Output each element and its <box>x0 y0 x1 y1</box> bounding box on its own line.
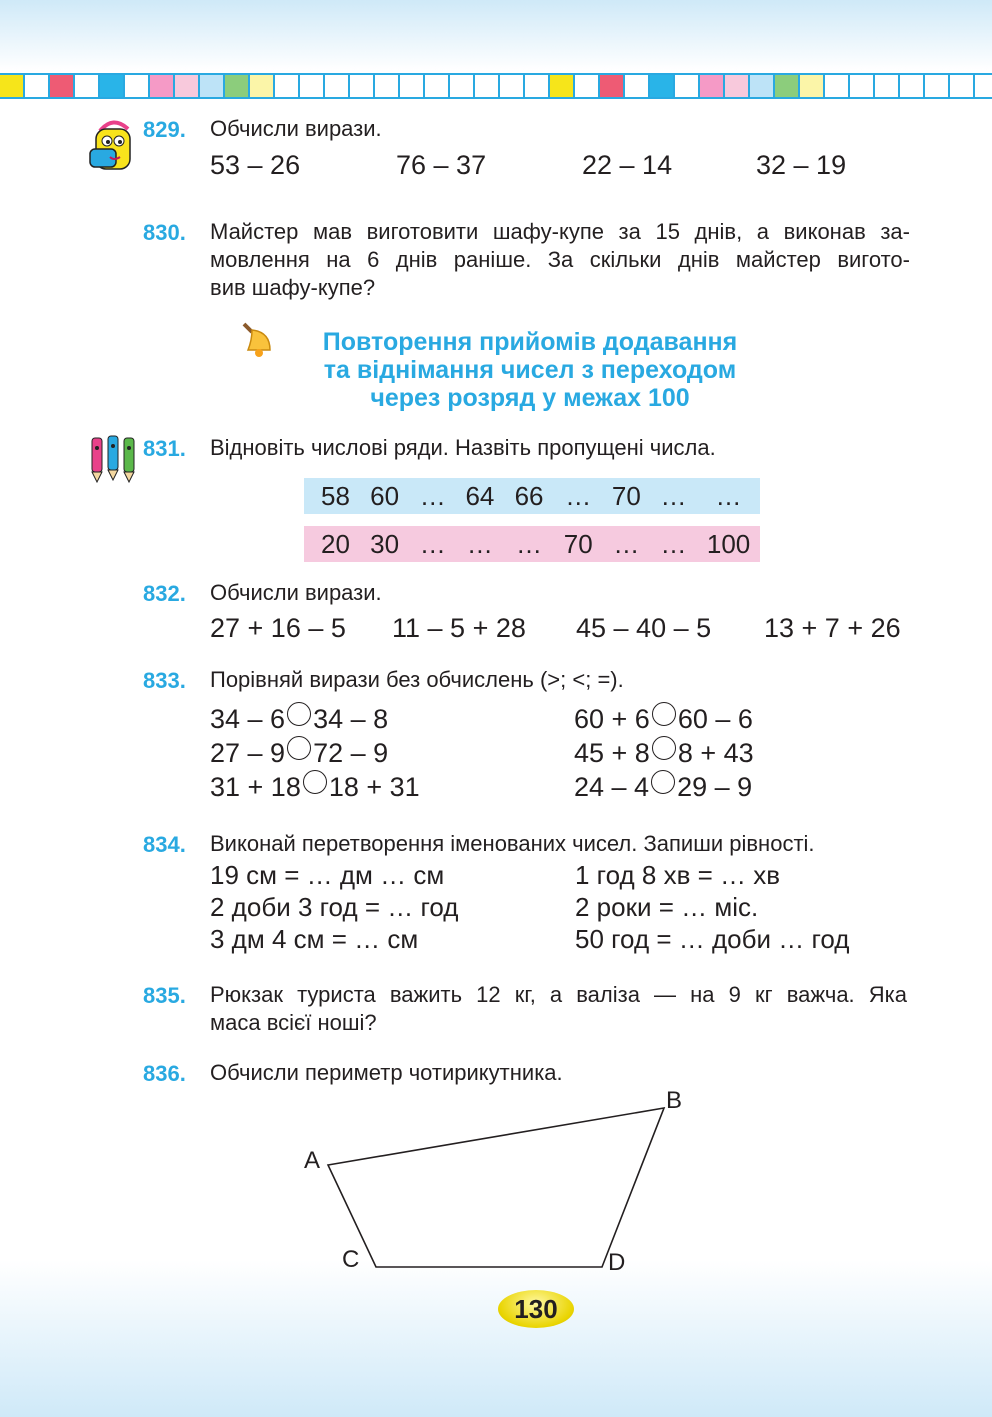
number-cell: … <box>660 528 687 559</box>
comparison-pair: 60 + 6 60 – 6 <box>574 704 753 734</box>
exercise-830-number: 830. <box>143 220 186 245</box>
strip-square <box>250 75 275 97</box>
conversion-item: 1 год 8 хв = … хв <box>575 860 781 890</box>
strip-square <box>500 75 525 97</box>
number-cell: 30 <box>370 528 400 559</box>
strip-square <box>175 75 200 97</box>
comparison-circle[interactable] <box>287 736 311 760</box>
exercise-834-prompt: Виконай перетворення іменованих чисел. Запиши рівності. <box>210 831 815 856</box>
exercise-832-item: 11 – 5 + 28 <box>392 613 526 643</box>
number-cell: … <box>565 480 592 511</box>
number-row-1 <box>304 478 760 514</box>
strip-square <box>850 75 875 97</box>
number-cell: 100 <box>706 528 751 559</box>
exercise-829-item: 22 – 14 <box>582 150 673 180</box>
strip-square <box>200 75 225 97</box>
number-cell: … <box>516 528 543 559</box>
exercise-836-prompt: Обчисли периметр чотирикутника. <box>210 1060 563 1085</box>
exercise-831-prompt: Відновіть числові ряди. Назвіть пропущені числа. <box>210 435 716 460</box>
exercise-832-item: 13 + 7 + 26 <box>764 613 901 643</box>
strip-square <box>725 75 750 97</box>
conversion-item: 3 дм 4 см = … см <box>210 924 419 954</box>
strip-square <box>900 75 925 97</box>
strip-square <box>750 75 775 97</box>
vertex-label-a: A <box>304 1147 321 1174</box>
number-cell: … <box>419 528 446 559</box>
strip-square <box>975 75 992 97</box>
strip-square <box>675 75 700 97</box>
number-cell: 70 <box>563 528 593 559</box>
strip-square <box>700 75 725 97</box>
strip-square <box>625 75 650 97</box>
vertex-label-b: B <box>666 1087 683 1114</box>
section-heading: Повторення прийомів додавання та віднімання чисел з переходом через розряд у межах 100 <box>322 328 738 412</box>
comparison-pair: 24 – 4 29 – 9 <box>574 772 753 802</box>
exercise-829-item: 76 – 37 <box>396 150 487 180</box>
number-cell: 70 <box>611 480 641 511</box>
strip-square <box>550 75 575 97</box>
strip-square <box>425 75 450 97</box>
pencils-icon <box>86 432 142 484</box>
vertex-label-d: D <box>608 1249 626 1276</box>
strip-square <box>600 75 625 97</box>
comparison-circle[interactable] <box>303 770 327 794</box>
decorative-color-strip <box>0 73 992 99</box>
exercise-835-number: 835. <box>143 983 186 1008</box>
number-cell: 58 <box>320 480 350 511</box>
exercise-829-prompt: Обчисли вирази. <box>210 116 382 141</box>
exercise-832-number: 832. <box>143 581 186 606</box>
number-cell: … <box>715 480 742 511</box>
strip-square <box>100 75 125 97</box>
strip-square <box>450 75 475 97</box>
strip-square <box>775 75 800 97</box>
number-cell: 60 <box>370 480 400 511</box>
exercise-832-item: 45 – 40 – 5 <box>576 613 712 643</box>
strip-square <box>50 75 75 97</box>
number-row-2 <box>304 526 760 562</box>
exercise-831-number: 831. <box>143 436 186 461</box>
exercise-829-item: 53 – 26 <box>210 150 301 180</box>
number-cell: 20 <box>320 528 350 559</box>
comparison-circle[interactable] <box>652 736 676 760</box>
strip-square <box>800 75 825 97</box>
quadrilateral-shape <box>328 1108 664 1267</box>
strip-square <box>75 75 100 97</box>
strip-square <box>925 75 950 97</box>
comparison-circle[interactable] <box>287 702 311 726</box>
number-cell: … <box>419 480 446 511</box>
strip-square <box>950 75 975 97</box>
strip-square <box>375 75 400 97</box>
quadrilateral-figure <box>290 1080 710 1280</box>
page-number: 130 <box>498 1290 574 1328</box>
backpack-icon <box>86 117 140 173</box>
conversion-item: 2 доби 3 год = … год <box>210 892 459 922</box>
strip-square <box>125 75 150 97</box>
strip-square <box>400 75 425 97</box>
strip-square <box>575 75 600 97</box>
exercise-832-prompt: Обчисли вирази. <box>210 580 382 605</box>
exercise-835-text: Рюкзак туриста важить 12 кг, а валіза — на 9 кг важча. Яка маса всієї ноші? <box>210 982 907 1035</box>
strip-square <box>275 75 300 97</box>
strip-square <box>650 75 675 97</box>
exercise-829-item: 32 – 19 <box>756 150 847 180</box>
strip-square <box>225 75 250 97</box>
conversion-item: 50 год = … доби … год <box>575 924 850 954</box>
number-cell: 66 <box>514 480 544 511</box>
exercise-834-number: 834. <box>143 832 186 857</box>
vertex-label-c: C <box>342 1246 360 1273</box>
number-cell: 64 <box>465 480 495 511</box>
exercise-832-item: 27 + 16 – 5 <box>210 613 346 643</box>
exercise-836-number: 836. <box>143 1061 186 1086</box>
strip-square <box>875 75 900 97</box>
strip-square <box>825 75 850 97</box>
strip-square <box>25 75 50 97</box>
strip-square <box>150 75 175 97</box>
exercise-833-prompt: Порівняй вирази без обчислень (>; <; =). <box>210 667 624 692</box>
comparison-pair: 27 – 9 72 – 9 <box>210 738 389 768</box>
strip-square <box>525 75 550 97</box>
strip-square <box>475 75 500 97</box>
number-cell: … <box>613 528 640 559</box>
conversion-item: 2 роки = … міс. <box>575 892 759 922</box>
comparison-circle[interactable] <box>652 702 676 726</box>
exercise-829-number: 829. <box>143 117 186 142</box>
strip-square <box>350 75 375 97</box>
number-cell: … <box>660 480 687 511</box>
strip-square <box>300 75 325 97</box>
number-cell: … <box>466 528 493 559</box>
comparison-circle[interactable] <box>651 770 675 794</box>
exercise-833-number: 833. <box>143 668 186 693</box>
comparison-pair: 34 – 6 34 – 8 <box>210 704 389 734</box>
exercise-830-text: Майстер мав виготовити шафу-купе за 15 днів, а виконав за- мовлення на 6 днів раніше. За скільки днів майстер вигото- вив шафу-купе? <box>210 219 910 300</box>
conversion-item: 19 см = … дм … см <box>210 860 445 890</box>
comparison-pair: 31 + 18 18 + 31 <box>210 772 420 802</box>
strip-square <box>0 75 25 97</box>
comparison-pair: 45 + 8 8 + 43 <box>574 738 754 768</box>
strip-square <box>325 75 350 97</box>
